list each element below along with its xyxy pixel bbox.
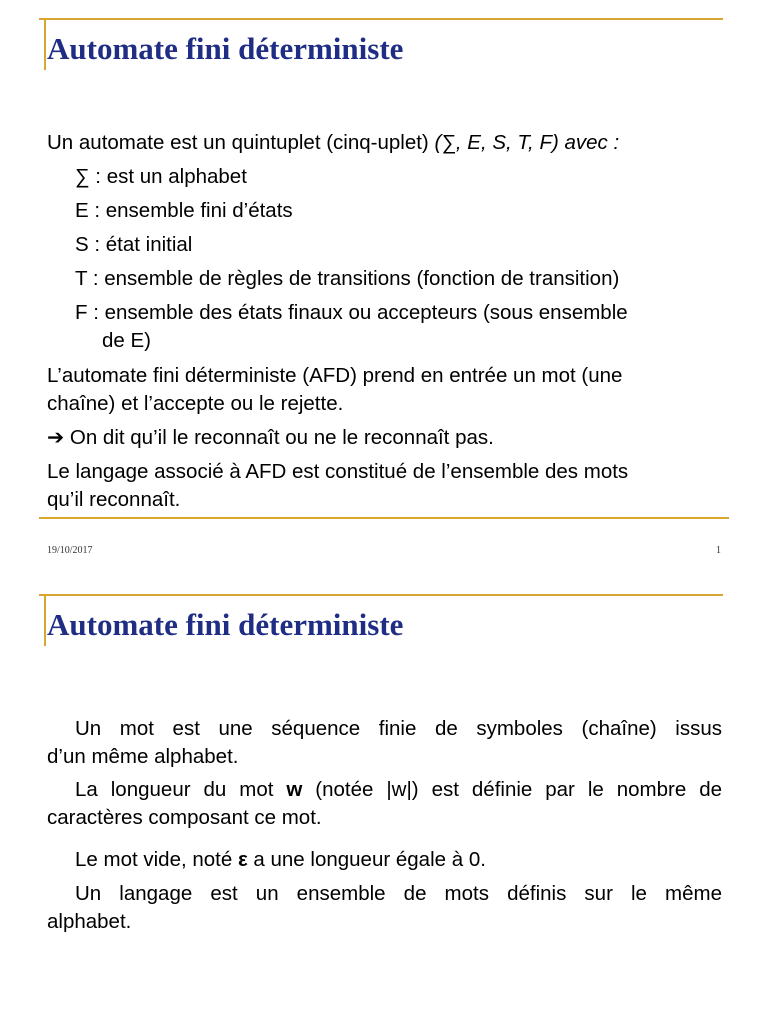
language-line-1: Le langage associé à AFD est constitué de l’ensemble des mots bbox=[47, 460, 629, 483]
language-definition-line-2: alphabet. bbox=[47, 910, 132, 933]
intro-tuple: (∑, E, S, T, F) avec : bbox=[434, 131, 620, 154]
slide-title: Automate fini déterministe bbox=[47, 607, 404, 642]
length-definition-line-2: caractères composant ce mot. bbox=[47, 806, 322, 829]
epsilon-symbol: ε bbox=[237, 848, 248, 871]
slide-2 bbox=[0, 570, 768, 1024]
list-item: S : état initial bbox=[75, 233, 193, 256]
word-definition-text: Un mot est une séquence finie de symboles (chaîne) issus bbox=[75, 717, 722, 740]
word-definition-line-1 bbox=[47, 715, 722, 743]
slide-title: Automate fini déterministe bbox=[47, 31, 404, 66]
length-text-prefix: La longueur du mot bbox=[75, 778, 287, 801]
recognize-text: On dit qu’il le reconnaît ou ne le reconnaît pas. bbox=[69, 426, 494, 449]
empty-word-suffix: a une longueur égale à 0. bbox=[247, 848, 486, 871]
left-rule bbox=[44, 18, 46, 70]
bottom-rule bbox=[39, 517, 729, 519]
footer-date: 19/10/2017 bbox=[47, 545, 93, 556]
intro-text: Un automate est un quintuplet (cinq-uplet) bbox=[47, 131, 435, 154]
list-item: F : ensemble des états finaux ou accepteurs (sous ensemble bbox=[75, 301, 628, 324]
intro-paragraph bbox=[47, 129, 722, 157]
top-rule bbox=[39, 594, 723, 596]
recognize-paragraph bbox=[47, 424, 722, 452]
top-rule bbox=[39, 18, 723, 20]
afd-line-2: chaîne) et l’accepte ou le rejette. bbox=[47, 392, 344, 415]
word-definition-line-2: d’un même alphabet. bbox=[47, 745, 239, 768]
length-text-suffix: (notée |w|) est définie par le nombre de bbox=[302, 778, 722, 801]
list-item: E : ensemble fini d’états bbox=[75, 199, 293, 222]
word-symbol: w bbox=[286, 778, 303, 801]
empty-word-prefix: Le mot vide, noté bbox=[75, 848, 238, 871]
language-definition-text: Un langage est un ensemble de mots définis sur le même bbox=[75, 882, 722, 905]
length-definition-line-1 bbox=[47, 776, 722, 804]
list-item-continuation: de E) bbox=[102, 329, 151, 352]
left-rule bbox=[44, 594, 46, 646]
language-line-2: qu’il reconnaît. bbox=[47, 488, 181, 511]
empty-word-paragraph bbox=[47, 846, 722, 874]
footer-page-number: 1 bbox=[716, 545, 721, 556]
list-item: ∑ : est un alphabet bbox=[75, 165, 247, 188]
language-definition-line-1 bbox=[47, 880, 722, 908]
list-item: T : ensemble de règles de transitions (fonction de transition) bbox=[75, 267, 620, 290]
arrow-icon: ➔ bbox=[47, 426, 65, 449]
afd-line-1: L’automate fini déterministe (AFD) prend en entrée un mot (une bbox=[47, 364, 623, 387]
